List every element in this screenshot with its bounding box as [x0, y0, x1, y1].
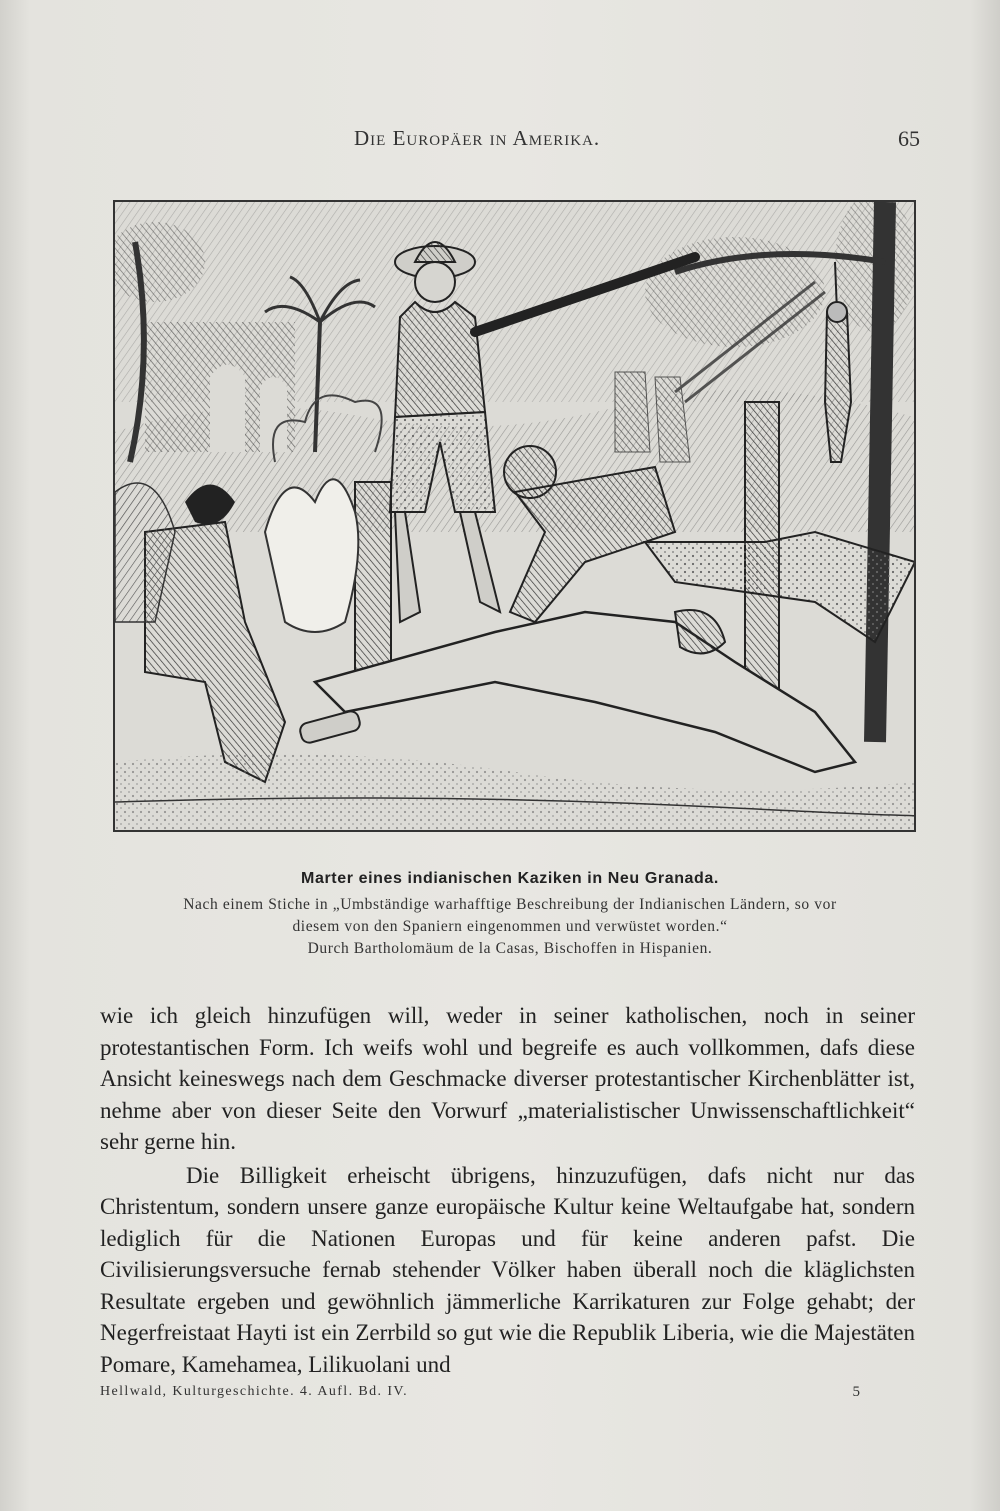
- paragraph: Die Billigkeit erheischt übrigens, hinzuzufügen, dafs nicht nur das Christentum, sondern unsere ganze europäische Kultur keine Weltaufgabe hat, sondern lediglich für die Nationen Europas und für keine anderen pafst. Die Civilisierungsversuche fernab stehender Völker haben überall noch die kläglichsten Resultate ergeben und gewöhnlich jämmerliche Karrikaturen zur Folge gehabt; der Negerfreistaat Hayti ist ein Zerrbild so gut wie die Republik Liberia, wie die Majestäten Pomare, Kamehamea, Lilikuolani und: [100, 1162, 915, 1377]
- paragraph: wie ich gleich hinzufügen will, weder in seiner katholischen, noch in seiner protestantischen Form. Ich weifs wohl und begreife es auch vollkommen, dafs diese Ansicht keineswegs nach dem Geschmacke diverser protestantischer Kirchenblätter ist, nehme aber von dieser Seite den Vorwurf „materialistischer Unwissenschaftlichkeit“ sehr gerne hin.: [100, 1003, 915, 1154]
- running-title: Die Europäer in Amerika.: [354, 126, 601, 150]
- ruin-arches: [145, 322, 295, 452]
- engraving-illustration: [113, 200, 916, 832]
- caption-line: Durch Bartholomäum de la Casas, Bischoffen in Hispanien.: [307, 940, 713, 957]
- figure-caption: [100, 870, 920, 960]
- footer-citation: Hellwald, Kulturgeschichte. 4. Aufl. Bd. IV.: [100, 1384, 408, 1399]
- running-head: [100, 126, 920, 156]
- caption-title: Marter eines indianischen Kaziken in Neu Granada.: [301, 870, 719, 887]
- page-number: 65: [898, 126, 920, 151]
- caption-line: Nach einem Stiche in „Umbständige warhafftige Beschreibung der Indianischen Ländern, so vor: [183, 896, 837, 913]
- sheet-number: 5: [852, 1384, 860, 1400]
- caption-line: diesem von den Spaniern eingenommen und verwüstet worden.“: [292, 918, 728, 935]
- body-text: [100, 1000, 915, 1380]
- engraving-drawing: [115, 202, 914, 830]
- footer-signature: [100, 1384, 860, 1400]
